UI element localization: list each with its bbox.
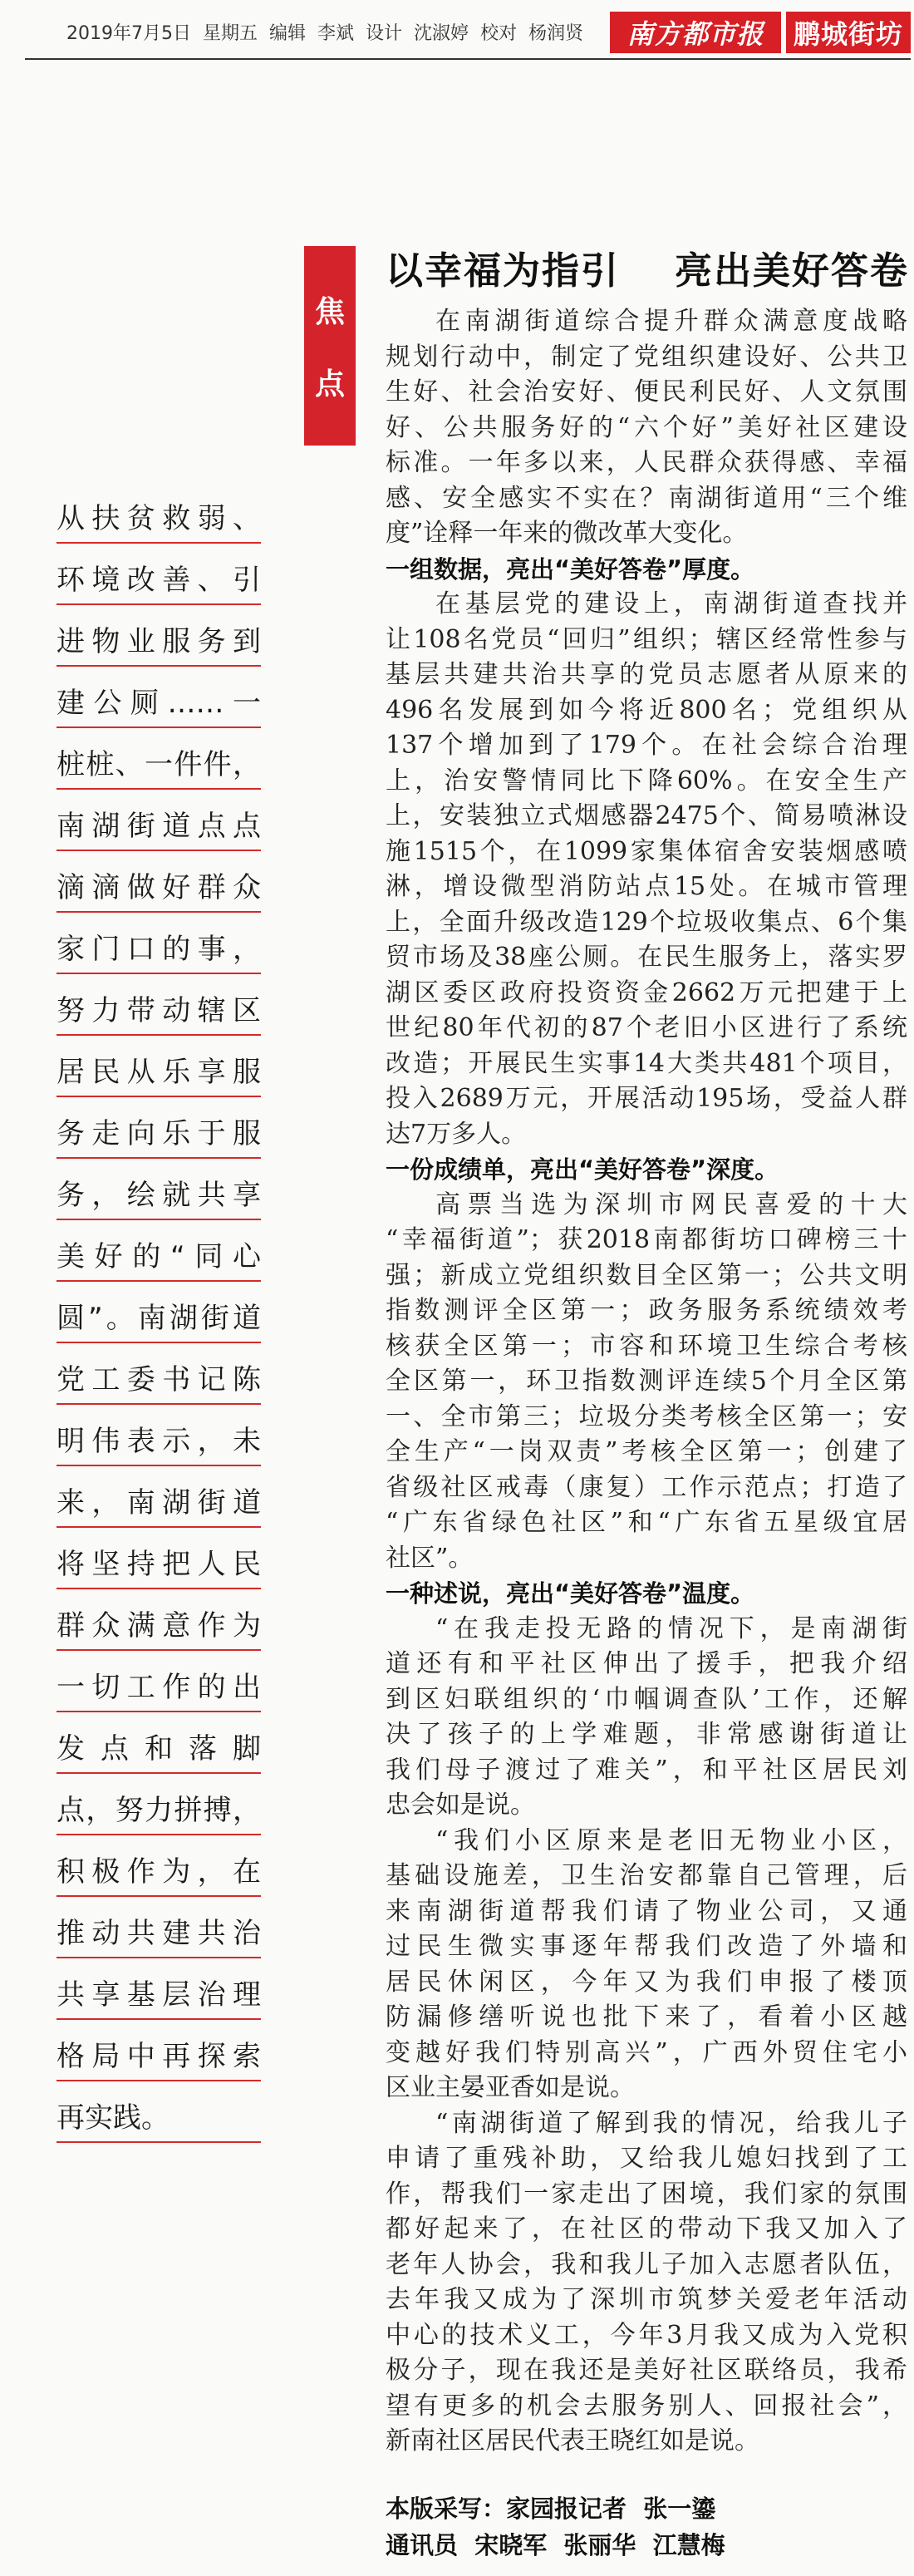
- header-divider: [25, 58, 911, 60]
- pull-quote-line: 共享基层治理: [57, 1972, 261, 2020]
- article-line: 投入2689万元，开展活动195场，受益人群: [386, 1084, 907, 1113]
- credit-correspondents: 通讯员 宋晓军 张丽华 江慧梅: [386, 2531, 725, 2559]
- article-line: 指数测评全区第一；政务服务系统绩效考: [386, 1296, 907, 1325]
- article-credits: [386, 2490, 907, 2564]
- pull-quote-line: 推动共建共治: [57, 1910, 261, 1958]
- article-line: 137个增加到了179个。在社会综合治理: [386, 731, 907, 760]
- article-line: 申请了重残补助，又给我儿媳妇找到了工: [386, 2144, 907, 2173]
- article-line: 基础设施差，卫生治安都靠自己管理，后: [386, 1861, 907, 1890]
- header-editor-label: 编辑: [269, 22, 307, 44]
- pull-quote-line: 进物业服务到: [57, 618, 261, 667]
- article-line: 去年我又成为了深圳市筑梦关爱老年活动: [386, 2285, 907, 2314]
- article-line: 规划行动中，制定了党组织建设好、公共卫: [386, 342, 907, 372]
- paragraph: [386, 1824, 907, 2106]
- article-line: “南湖街道了解到我的情况，给我儿子: [435, 2108, 907, 2138]
- article-line: 让108名党员“回归”组织；辖区经常性参与: [386, 624, 907, 654]
- header-design-label: 设计: [366, 22, 403, 44]
- article-line: 上，全面升级改造129个垃圾收集点、6个集: [386, 907, 907, 937]
- article-line: 上，安装独立式烟感器2475个、简易喷淋设: [386, 801, 907, 830]
- article-line: 贸市场及38座公厕。在民生服务上，落实罗: [386, 943, 907, 972]
- section-logo: 鹏城街坊: [786, 12, 911, 53]
- header-designer: 沈淑婷: [414, 22, 469, 44]
- article-line: 社区”。: [386, 1543, 474, 1573]
- pull-quote-line: 努力带动辖区: [57, 988, 261, 1036]
- article-line: 度”诠释一年来的微改革大变化。: [386, 519, 748, 548]
- pull-quote-line: 滴滴做好群众: [57, 864, 261, 913]
- credit-reporter: 本版采写：家园报记者 张一鎏: [386, 2495, 716, 2523]
- pull-quote-line: 来，南湖街道: [57, 1480, 261, 1528]
- pull-quote-line: 群众满意作为: [57, 1603, 261, 1651]
- pull-quote-line: 再实践。: [57, 2095, 261, 2143]
- title-part-2: 亮出美好答卷: [674, 248, 909, 293]
- article-line: 来南湖街道帮我们请了物业公司，又通: [386, 1896, 907, 1926]
- pull-quote-line: 发点和落脚: [57, 1726, 261, 1774]
- section-tag-char: 点: [314, 367, 345, 401]
- article-line: 生好、社会治安好、便民利民好、人文氛围: [386, 377, 907, 406]
- pull-quote-line: 南湖街道点点: [57, 803, 261, 851]
- pull-quote: [57, 495, 261, 2156]
- pull-quote-line: 美好的“同心: [57, 1234, 261, 1282]
- paragraph: [386, 304, 907, 552]
- pull-quote-line: 居民从乐享服: [57, 1049, 261, 1097]
- article-line: 施1515个，在1099家集体宿舍安装烟感喷: [386, 836, 907, 866]
- article-line: 湖区委区政府投资资金2662万元把建于上: [386, 978, 907, 1007]
- article-line: 我们母子渡过了难关”，和平社区居民刘: [386, 1755, 907, 1785]
- article-line: 淋，增设微型消防站点15处。在城市管理: [386, 872, 907, 901]
- article-line: 感、安全感实不实在？南湖街道用“三个维: [386, 483, 907, 513]
- pull-quote-line: 家门口的事，: [57, 926, 261, 974]
- paragraph: [386, 2106, 907, 2460]
- paragraph: [386, 1188, 907, 1577]
- article-line: 核获全区第一；市容和环境卫生综合考核: [386, 1331, 907, 1361]
- section-tag-char: 焦: [314, 295, 345, 329]
- section-heading: 一种述说，亮出“美好答卷”温度。: [386, 1579, 755, 1608]
- article-line: 新南社区居民代表王晓红如是说。: [386, 2426, 759, 2455]
- article-line: 防漏修缮听说也批下来了，看着小区越: [386, 2002, 907, 2032]
- header-editor: 李斌: [317, 22, 355, 44]
- pull-quote-line: 务，绘就共享: [57, 1172, 261, 1220]
- article-line: 在南湖街道综合提升群众满意度战略: [435, 307, 907, 336]
- article-line: “广东省绿色社区”和“广东省五星级宜居: [386, 1508, 907, 1537]
- pull-quote-line: 将坚持把人民: [57, 1541, 261, 1589]
- article-line: 都好起来了，在社区的带动下我又加入了: [386, 2214, 907, 2244]
- article-body: [386, 304, 907, 2460]
- article-line: 中心的技术义工，今年3月我又成为入党积: [386, 2320, 907, 2350]
- article-line: 世纪80年代初的87个老旧小区进行了系统: [386, 1013, 907, 1042]
- article-line: 区业主晏亚香如是说。: [386, 2073, 635, 2102]
- pull-quote-line: 格局中再探索: [57, 2033, 261, 2081]
- article-line: 一、全市第三；垃圾分类考核全区第一；安: [386, 1401, 907, 1431]
- article-line: 居民休闲区，今年又为我们申报了楼顶: [386, 1967, 907, 1997]
- article-line: 决了孩子的上学难题，非常感谢街道让: [386, 1720, 907, 1749]
- article-line: 全生产“一岗双责”考核全区第一；创建了: [386, 1437, 907, 1466]
- pull-quote-line: 从扶贫救弱、: [57, 495, 261, 544]
- header-proof-label: 校对: [480, 22, 518, 44]
- article-line: “幸福街道”；获2018南都街坊口碑榜三十: [386, 1225, 907, 1254]
- article-line: “在我走投无路的情况下，是南湖街: [435, 1613, 907, 1643]
- paragraph: [386, 1612, 907, 1824]
- article-line: 省级社区戒毒（康复）工作示范点；打造了: [386, 1472, 907, 1502]
- article-line: 过民生微实事逐年帮我们改造了外墙和: [386, 1932, 907, 1961]
- article-line: 达7万多人。: [386, 1119, 527, 1149]
- article-line: 496名发展到如今将近800名；党组织从: [386, 695, 907, 725]
- section-tag-focus: [304, 246, 356, 446]
- section-heading: 一组数据，亮出“美好答卷”厚度。: [386, 554, 755, 584]
- article-line: 道还有和平社区伸出了援手，把我介绍: [386, 1649, 907, 1678]
- article-line: 高票当选为深圳市网民喜爱的十大: [435, 1189, 907, 1219]
- article-line: 强；新成立党组织数目全区第一；公共文明: [386, 1260, 907, 1290]
- pull-quote-line: 桩桩、一件件，: [57, 741, 261, 790]
- newspaper-logo: 南方都市报: [610, 12, 781, 53]
- pull-quote-line: 一切工作的出: [57, 1664, 261, 1712]
- pull-quote-line: 圆”。南湖街道: [57, 1295, 261, 1343]
- pull-quote-line: 党工委书记陈: [57, 1357, 261, 1405]
- header-weekday: 星期五: [202, 22, 258, 44]
- pull-quote-line: 明伟表示，未: [57, 1418, 261, 1466]
- article-line: 老年人协会，我和我儿子加入志愿者队伍，: [386, 2249, 907, 2279]
- title-part-1: 以幸福为指引: [386, 248, 621, 293]
- pull-quote-line: 点，努力拼搏，: [57, 1787, 261, 1835]
- article-line: 好、公共服务好的“六个好”美好社区建设: [386, 412, 907, 442]
- article-line: “我们小区原来是老旧无物业小区，: [435, 1825, 907, 1855]
- article-line: 全区第一，环卫指数测评连续5个月全区第: [386, 1367, 907, 1396]
- article-line: 忠会如是说。: [386, 1790, 535, 1820]
- header-proofreader: 杨润贤: [528, 22, 584, 44]
- article-line: 变越好我们特别高兴”，广西外贸住宅小: [386, 2037, 907, 2067]
- article-title: [386, 243, 909, 291]
- pull-quote-line: 积极作为，在: [57, 1849, 261, 1897]
- section-heading: 一份成绩单，亮出“美好答卷”深度。: [386, 1155, 779, 1184]
- article-line: 作，帮我们一家走出了困境，我们家的氛围: [386, 2179, 907, 2209]
- article-line: 极分子，现在我还是美好社区联络员，我希: [386, 2356, 907, 2385]
- pull-quote-line: 环境改善、引: [57, 557, 261, 605]
- article-line: 在基层党的建设上，南湖街道查找并: [435, 589, 907, 618]
- article-line: 望有更多的机会去服务别人、回报社会”，: [386, 2391, 907, 2421]
- pull-quote-line: 务走向乐于服: [57, 1111, 261, 1159]
- article-line: 基层共建共治共享的党员志愿者从原来的: [386, 660, 907, 689]
- page-header-info: [66, 17, 583, 47]
- pull-quote-line: 建公厕……一: [57, 680, 261, 728]
- article-line: 改造；开展民生实事14大类共481个项目，: [386, 1048, 907, 1078]
- article-line: 到区妇联组织的‘巾帼调查队’工作，还解: [386, 1684, 907, 1714]
- header-date: 2019年7月5日: [66, 22, 191, 44]
- paragraph: [386, 587, 907, 1152]
- article-line: 上，治安警情同比下降60%。在安全生产: [386, 766, 907, 795]
- article-line: 标准。一年多以来，人民群众获得感、幸福: [386, 448, 907, 477]
